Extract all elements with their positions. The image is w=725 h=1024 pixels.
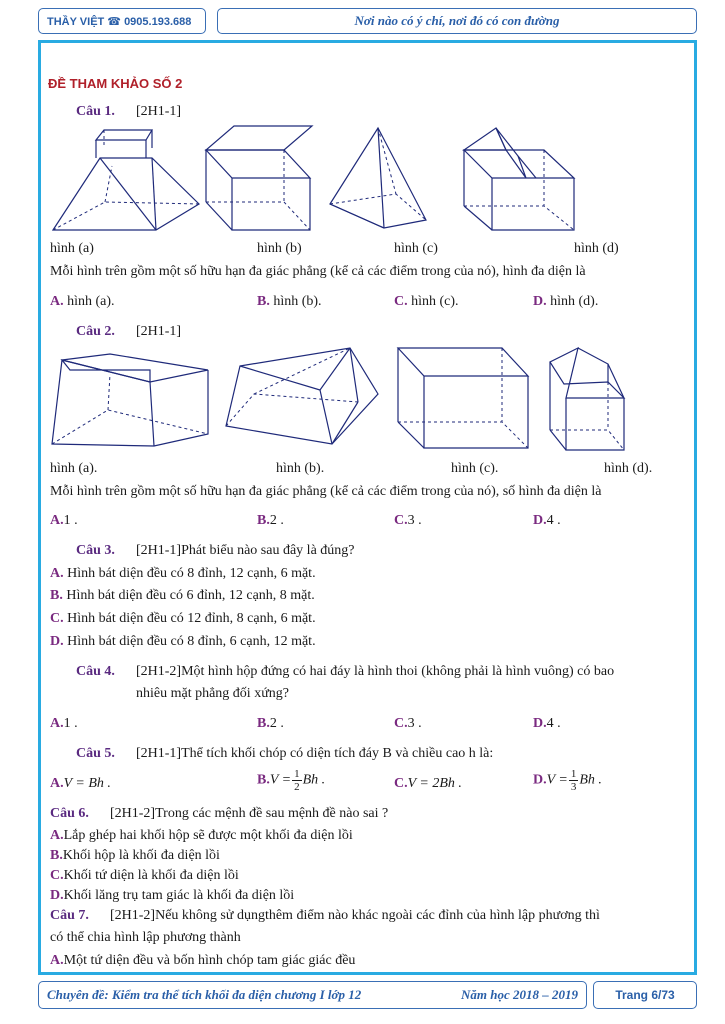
q2-option-d: D.4 . <box>533 513 561 528</box>
q5-number: Câu 5. <box>76 746 115 761</box>
q6-option-d: D.Khối lăng trụ tam giác là khối đa diện lồi <box>50 888 295 903</box>
q1-text: Mỗi hình trên gồm một số hữu hạn đa giác phẳng (kể cả các điểm trong của nó), hình đa diện là <box>50 264 586 279</box>
q7-number: Câu 7. <box>50 908 89 923</box>
q1-figure-a <box>50 126 202 236</box>
q3-text: [2H1-1]Phát biểu nào sau đây là đúng? <box>136 543 355 558</box>
q1-figure-d <box>462 124 578 234</box>
q2-text: Mỗi hình trên gồm một số hữu hạn đa giác phẳng (kể cả các điểm trong của nó), số hình đa diện là <box>50 484 602 499</box>
section-title: ĐỀ THAM KHẢO SỐ 2 <box>48 76 183 91</box>
q4-option-d: D.4 . <box>533 716 561 731</box>
q4-option-a: A.1 . <box>50 716 78 731</box>
q1-caption-c: hình (c) <box>394 241 438 256</box>
q3-number: Câu 3. <box>76 543 115 558</box>
q6-option-c: C.Khối tứ diện là khối đa diện lồi <box>50 868 239 883</box>
q2-figure-d <box>548 346 628 452</box>
q1-figure-c <box>328 124 428 234</box>
q3-option-a: A. Hình bát diện đều có 8 đỉnh, 12 cạnh, 6 mặt. <box>50 566 316 581</box>
q2-figure-b <box>224 346 384 450</box>
q6-text: [2H1-2]Trong các mệnh đề sau mệnh đề nào sai ? <box>110 806 389 821</box>
footer-page: Trang 6/73 <box>593 981 697 1009</box>
q1-option-a: A. hình (a). <box>50 294 115 309</box>
q4-number: Câu 4. <box>76 664 115 679</box>
q2-tag: [2H1-1] <box>136 324 182 339</box>
q2-option-c: C.3 . <box>394 513 422 528</box>
q1-figure-b <box>204 124 316 234</box>
q4-text-line2: nhiêu mặt phẳng đối xứng? <box>136 686 290 701</box>
q3-option-b: B. Hình bát diện đều có 6 đỉnh, 12 cạnh, 8 mặt. <box>50 588 315 603</box>
q2-number: Câu 2. <box>76 324 115 339</box>
q3-option-c: C. Hình bát diện đều có 12 đỉnh, 8 cạnh, 6 mặt. <box>50 611 316 626</box>
fraction-one-third: $\frac{1}{3}$ <box>570 768 577 793</box>
header-phone: THẦY VIỆT ☎ 0905.193.688 <box>38 8 206 34</box>
footer-topic: Chuyên đề: Kiểm tra thể tích khối đa diện chương I lớp 12 <box>47 987 362 1002</box>
q5-option-d: D.V = $\frac{1}{3}$ Bh . <box>533 768 602 793</box>
q2-caption-c: hình (c). <box>451 461 499 476</box>
q7-text-line1: [2H1-2]Nếu không sử dụngthêm điểm nào khác ngoài các đỉnh của hình lập phương thì <box>110 908 600 923</box>
q5-option-c: C.V = 2Bh . <box>394 776 462 791</box>
q4-option-b: B.2 . <box>257 716 284 731</box>
q5-text: [2H1-1]Thể tích khối chóp có diện tích đáy B và chiều cao h là: <box>136 746 494 761</box>
q5-option-a: A.V = Bh . <box>50 776 111 791</box>
q1-caption-b: hình (b) <box>257 241 302 256</box>
footer-year: Năm học 2018 – 2019 <box>461 987 578 1002</box>
q2-caption-b: hình (b). <box>276 461 325 476</box>
q2-figure-c <box>396 346 532 452</box>
q6-option-a: A.Lắp ghép hai khối hộp sẽ được một khối đa diện lồi <box>50 828 353 843</box>
q2-figure-a <box>50 352 212 450</box>
q1-caption-d: hình (d) <box>574 241 619 256</box>
q3-option-d: D. Hình bát diện đều có 8 đỉnh, 6 cạnh, 12 mặt. <box>50 634 316 649</box>
fraction-one-half: $\frac{1}{2}$ <box>294 768 300 793</box>
q4-text-line1: [2H1-2]Một hình hộp đứng có hai đáy là hình thoi (không phải là hình vuông) có bao <box>136 664 615 679</box>
header-motto: Nơi nào có ý chí, nơi đó có con đường <box>217 8 697 34</box>
q1-option-b: B. hình (b). <box>257 294 322 309</box>
q1-caption-a: hình (a) <box>50 241 94 256</box>
q7-option-a: A.Một tứ diện đều và bốn hình chóp tam giác giác đều <box>50 953 356 968</box>
q2-caption-a: hình (a). <box>50 461 98 476</box>
footer-topic-box <box>38 981 587 1009</box>
q6-option-b: B.Khối hộp là khối đa diện lồi <box>50 848 220 863</box>
q2-caption-d: hình (d). <box>604 461 653 476</box>
q1-number: Câu 1. <box>76 104 115 119</box>
q1-tag: [2H1-1] <box>136 104 182 119</box>
q4-option-c: C.3 . <box>394 716 422 731</box>
q1-option-c: C. hình (c). <box>394 294 459 309</box>
q1-option-d: D. hình (d). <box>533 294 599 309</box>
q7-text-line2: có thể chia hình lập phương thành <box>50 930 241 945</box>
q6-number: Câu 6. <box>50 806 89 821</box>
q2-option-a: A.1 . <box>50 513 78 528</box>
q2-option-b: B.2 . <box>257 513 284 528</box>
q5-option-b: B.V = $\frac{1}{2}$ Bh . <box>257 768 326 793</box>
